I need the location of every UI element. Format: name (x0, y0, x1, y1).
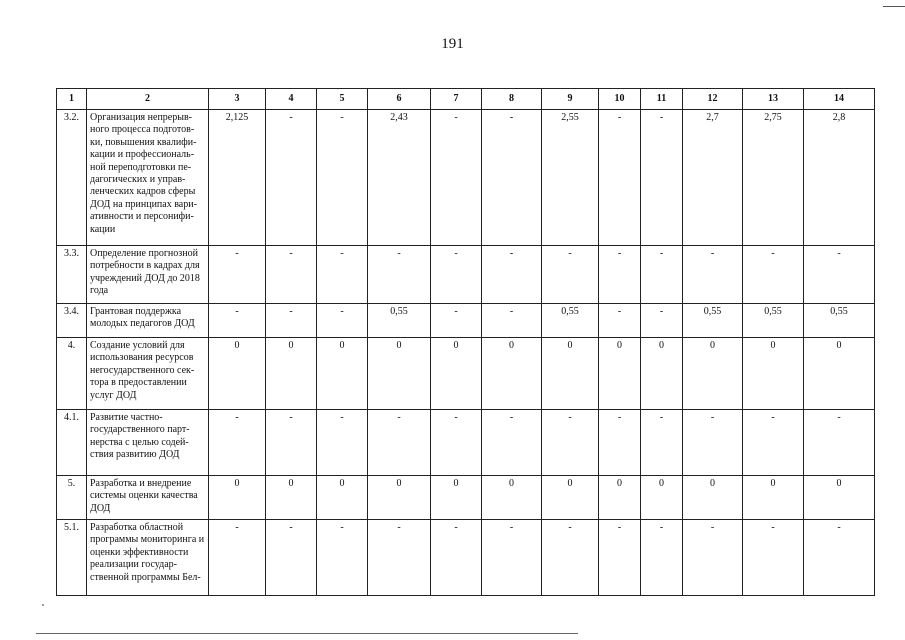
value-cell: - (804, 246, 875, 304)
page-number: 191 (441, 36, 464, 52)
table-row (57, 304, 875, 338)
header-cell: 9 (542, 89, 599, 110)
row-number: 4.1. (57, 410, 87, 476)
row-number: 3.3. (57, 246, 87, 304)
row-description: Организация непрерыв-ного процесса подготов-ки, повышения квалифи-кации и профессиональ-ной переподготовки пе-дагогических и управ-ленческих кадров сферы ДОД на принципах вари-ативности и персонифи-кации (87, 110, 209, 246)
data-table (56, 88, 875, 596)
value-cell: - (641, 410, 683, 476)
value-cell: - (266, 246, 317, 304)
value-cell: - (368, 246, 431, 304)
value-cell: - (542, 410, 599, 476)
value-cell: - (368, 410, 431, 476)
value-cell: - (542, 520, 599, 596)
value-cell: 0 (209, 338, 266, 410)
value-cell: - (482, 246, 542, 304)
value-cell: 0 (317, 476, 368, 520)
value-cell: 0,55 (368, 304, 431, 338)
header-cell: 13 (743, 89, 804, 110)
header-cell: 1 (57, 89, 87, 110)
value-cell: - (599, 410, 641, 476)
value-cell: - (683, 246, 743, 304)
value-cell: 0 (266, 338, 317, 410)
table-row (57, 476, 875, 520)
value-cell: - (743, 410, 804, 476)
value-cell: 0 (542, 338, 599, 410)
value-cell: 0 (431, 476, 482, 520)
value-cell: 0 (599, 476, 641, 520)
table-row (57, 410, 875, 476)
header-cell: 14 (804, 89, 875, 110)
value-cell: - (599, 246, 641, 304)
value-cell: - (599, 304, 641, 338)
table-row (57, 246, 875, 304)
header-cell: 6 (368, 89, 431, 110)
value-cell: - (482, 304, 542, 338)
value-cell: 0 (804, 476, 875, 520)
row-description: Развитие частно-государственного парт-нерства с целью содей-ствия развитию ДОД (87, 410, 209, 476)
value-cell: 0 (266, 476, 317, 520)
value-cell: 0 (482, 338, 542, 410)
header-cell: 11 (641, 89, 683, 110)
value-cell: 0,55 (542, 304, 599, 338)
value-cell: 0 (482, 476, 542, 520)
value-cell: - (482, 110, 542, 246)
table-row (57, 110, 875, 246)
value-cell: - (641, 246, 683, 304)
value-cell: - (266, 520, 317, 596)
row-number: 3.2. (57, 110, 87, 246)
value-cell: - (599, 110, 641, 246)
value-cell: - (743, 520, 804, 596)
footer-rule (36, 633, 578, 634)
value-cell: - (368, 520, 431, 596)
value-cell: 2,55 (542, 110, 599, 246)
value-cell: - (431, 410, 482, 476)
value-cell: 2,125 (209, 110, 266, 246)
corner-mark (883, 6, 905, 7)
value-cell: 2,43 (368, 110, 431, 246)
value-cell: 0 (599, 338, 641, 410)
header-cell: 12 (683, 89, 743, 110)
header-cell: 5 (317, 89, 368, 110)
value-cell: - (431, 304, 482, 338)
row-description: Грантовая поддержка молодых педагогов ДОД (87, 304, 209, 338)
value-cell: - (804, 520, 875, 596)
value-cell: 0,55 (683, 304, 743, 338)
value-cell: - (209, 304, 266, 338)
table-body (57, 89, 875, 596)
value-cell: 0,55 (743, 304, 804, 338)
value-cell: - (482, 410, 542, 476)
row-description: Разработка и внедрение системы оценки качества ДОД (87, 476, 209, 520)
value-cell: 0 (683, 476, 743, 520)
row-description: Разработка областной программы мониторинга и оценки эффективности реализации государ-ственной программы Бел- (87, 520, 209, 596)
value-cell: 0 (368, 476, 431, 520)
value-cell: - (317, 110, 368, 246)
value-cell: 2,75 (743, 110, 804, 246)
value-cell: - (266, 110, 317, 246)
value-cell: - (641, 304, 683, 338)
value-cell: 0 (743, 476, 804, 520)
header-cell: 10 (599, 89, 641, 110)
value-cell: - (431, 110, 482, 246)
value-cell: - (599, 520, 641, 596)
row-description: Создание условий для использования ресурсов негосударственного сек-тора в предоставлении услуг ДОД (87, 338, 209, 410)
value-cell: - (317, 410, 368, 476)
row-number: 5.1. (57, 520, 87, 596)
value-cell: - (209, 410, 266, 476)
row-number: 4. (57, 338, 87, 410)
scan-speck (42, 604, 44, 606)
header-cell: 4 (266, 89, 317, 110)
header-row (57, 89, 875, 110)
value-cell: - (683, 410, 743, 476)
value-cell: 0 (209, 476, 266, 520)
value-cell: 0 (683, 338, 743, 410)
value-cell: - (431, 520, 482, 596)
header-cell: 8 (482, 89, 542, 110)
table-row (57, 520, 875, 596)
header-cell: 7 (431, 89, 482, 110)
value-cell: 0 (641, 476, 683, 520)
value-cell: - (482, 520, 542, 596)
value-cell: 0 (317, 338, 368, 410)
value-cell: - (209, 520, 266, 596)
value-cell: - (317, 246, 368, 304)
value-cell: - (641, 110, 683, 246)
value-cell: 2,7 (683, 110, 743, 246)
row-number: 3.4. (57, 304, 87, 338)
value-cell: 0 (368, 338, 431, 410)
header-cell: 3 (209, 89, 266, 110)
value-cell: - (209, 246, 266, 304)
value-cell: - (542, 246, 599, 304)
value-cell: 0 (542, 476, 599, 520)
value-cell: - (743, 246, 804, 304)
value-cell: - (431, 246, 482, 304)
value-cell: 2,8 (804, 110, 875, 246)
value-cell: - (804, 410, 875, 476)
value-cell: - (317, 520, 368, 596)
row-number: 5. (57, 476, 87, 520)
value-cell: - (683, 520, 743, 596)
value-cell: 0,55 (804, 304, 875, 338)
value-cell: - (266, 304, 317, 338)
table-row (57, 338, 875, 410)
value-cell: 0 (743, 338, 804, 410)
row-description: Определение прогнозной потребности в кадрах для учреждений ДОД до 2018 года (87, 246, 209, 304)
value-cell: - (266, 410, 317, 476)
value-cell: 0 (804, 338, 875, 410)
value-cell: 0 (641, 338, 683, 410)
value-cell: - (317, 304, 368, 338)
value-cell: 0 (431, 338, 482, 410)
value-cell: - (641, 520, 683, 596)
header-cell: 2 (87, 89, 209, 110)
